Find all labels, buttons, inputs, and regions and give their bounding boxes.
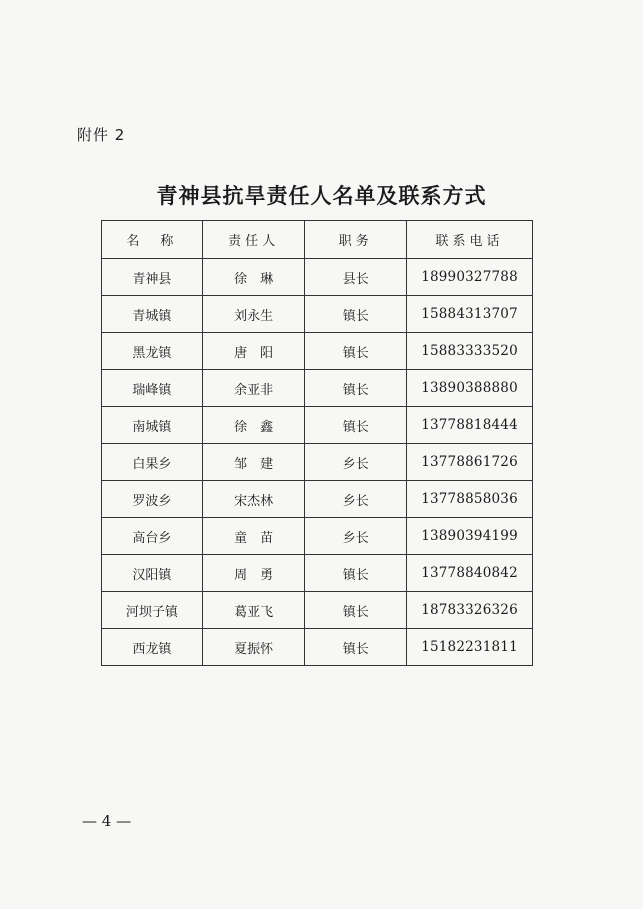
cell-person: 邹 建 xyxy=(202,444,305,481)
header-phone: 联系电话 xyxy=(407,221,533,259)
cell-position: 镇长 xyxy=(305,407,407,444)
table-row xyxy=(102,481,533,518)
cell-phone: 13778858036 xyxy=(407,481,533,518)
cell-position: 镇长 xyxy=(305,370,407,407)
cell-person: 唐 阳 xyxy=(202,333,305,370)
table-row xyxy=(102,296,533,333)
cell-phone: 18783326326 xyxy=(407,592,533,629)
page-number: — 4 — xyxy=(82,812,132,830)
cell-name: 黑龙镇 xyxy=(102,333,203,370)
cell-position: 镇长 xyxy=(305,555,407,592)
header-person: 责任人 xyxy=(202,221,305,259)
cell-person: 周 勇 xyxy=(202,555,305,592)
table-row xyxy=(102,592,533,629)
cell-phone: 18990327788 xyxy=(407,259,533,296)
cell-position: 镇长 xyxy=(305,592,407,629)
cell-name: 白果乡 xyxy=(102,444,203,481)
cell-person: 葛亚飞 xyxy=(202,592,305,629)
cell-person: 余亚非 xyxy=(202,370,305,407)
cell-person: 宋杰林 xyxy=(202,481,305,518)
cell-position: 乡长 xyxy=(305,481,407,518)
cell-phone: 15884313707 xyxy=(407,296,533,333)
cell-position: 乡长 xyxy=(305,444,407,481)
cell-person: 童 苗 xyxy=(202,518,305,555)
cell-phone: 13778861726 xyxy=(407,444,533,481)
header-position: 职务 xyxy=(305,221,407,259)
table-row xyxy=(102,629,533,666)
cell-position: 镇长 xyxy=(305,629,407,666)
cell-name: 西龙镇 xyxy=(102,629,203,666)
attachment-label: 附件 2 xyxy=(77,126,126,144)
cell-position: 乡长 xyxy=(305,518,407,555)
table-row xyxy=(102,259,533,296)
table-row xyxy=(102,370,533,407)
cell-phone: 15182231811 xyxy=(407,629,533,666)
cell-name: 青城镇 xyxy=(102,296,203,333)
table-row xyxy=(102,407,533,444)
table-row xyxy=(102,444,533,481)
cell-phone: 13778818444 xyxy=(407,407,533,444)
cell-person: 夏振怀 xyxy=(202,629,305,666)
cell-name: 罗波乡 xyxy=(102,481,203,518)
cell-person: 徐 琳 xyxy=(202,259,305,296)
cell-name: 青神县 xyxy=(102,259,203,296)
cell-phone: 13778840842 xyxy=(407,555,533,592)
cell-name: 南城镇 xyxy=(102,407,203,444)
cell-name: 瑞峰镇 xyxy=(102,370,203,407)
responsible-persons-table xyxy=(101,220,533,666)
cell-name: 高台乡 xyxy=(102,518,203,555)
document-title: 青神县抗旱责任人名单及联系方式 xyxy=(156,183,487,208)
header-name: 名 称 xyxy=(102,221,203,259)
cell-phone: 13890394199 xyxy=(407,518,533,555)
cell-person: 刘永生 xyxy=(202,296,305,333)
cell-person: 徐 鑫 xyxy=(202,407,305,444)
cell-phone: 13890388880 xyxy=(407,370,533,407)
cell-position: 县长 xyxy=(305,259,407,296)
cell-position: 镇长 xyxy=(305,296,407,333)
cell-phone: 15883333520 xyxy=(407,333,533,370)
table-row xyxy=(102,555,533,592)
table-row xyxy=(102,518,533,555)
cell-name: 汉阳镇 xyxy=(102,555,203,592)
table-header-row xyxy=(102,221,533,259)
cell-name: 河坝子镇 xyxy=(102,592,203,629)
cell-position: 镇长 xyxy=(305,333,407,370)
table-row xyxy=(102,333,533,370)
